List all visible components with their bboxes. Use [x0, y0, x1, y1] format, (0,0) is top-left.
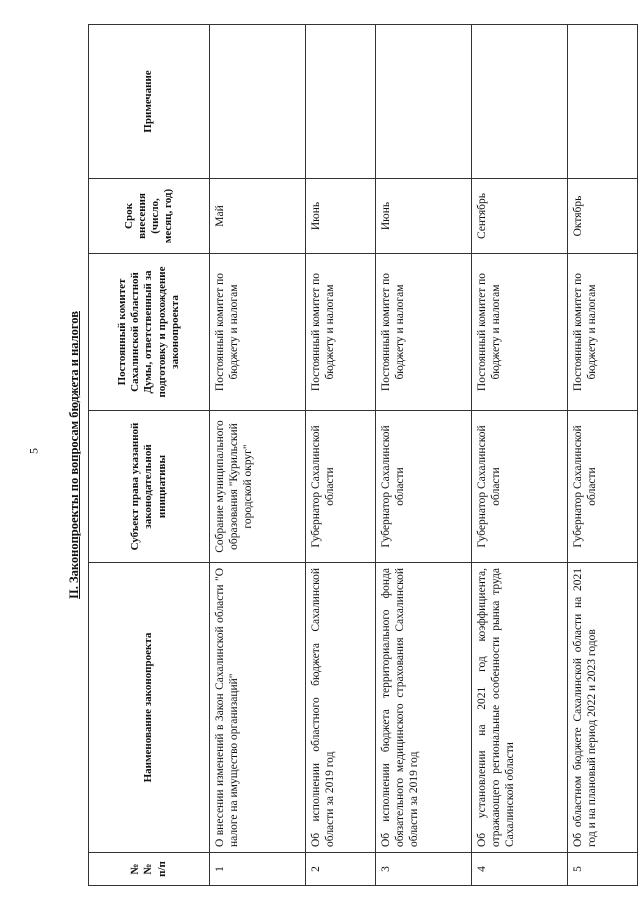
row-note — [375, 25, 471, 179]
rotated-sheet — [62, 24, 638, 886]
row-note — [306, 25, 376, 179]
table-row — [472, 25, 568, 886]
row-name: О внесении изменений в Закон Сахалинской области "О налоге на имущество организаций" — [210, 563, 306, 853]
row-deadline: Июнь — [306, 179, 376, 254]
row-num: 1 — [210, 853, 306, 886]
row-deadline: Сентябрь — [472, 179, 568, 254]
row-deadline: Октябрь — [568, 179, 638, 254]
row-committee: Постоянный комитет по бюджету и налогам — [210, 254, 306, 411]
table-row — [210, 25, 306, 886]
row-name: Об установлении на 2021 год коэффициента, отражающего региональные особенности рынка труда Сахалинской области — [472, 563, 568, 853]
page-number: 5 — [26, 448, 41, 454]
section-title: II. Законопроекты по вопросам бюджета и налогов — [67, 311, 81, 599]
row-note — [210, 25, 306, 179]
row-subject: Губернатор Сахалинской области — [568, 411, 638, 563]
row-num: 4 — [472, 853, 568, 886]
row-subject: Губернатор Сахалинской области — [375, 411, 471, 563]
row-num: 5 — [568, 853, 638, 886]
table-row — [306, 25, 376, 886]
row-committee: Постоянный комитет по бюджету и налогам — [568, 254, 638, 411]
row-subject: Губернатор Сахалинской области — [472, 411, 568, 563]
row-committee: Постоянный комитет по бюджету и налогам — [306, 254, 376, 411]
row-name: Об исполнении областного бюджета Сахалинской области за 2019 год — [306, 563, 376, 853]
row-deadline: Май — [210, 179, 306, 254]
header-num: №№ п/п — [89, 853, 210, 886]
row-note — [472, 25, 568, 179]
row-deadline: Июнь — [375, 179, 471, 254]
header-name: Наименование законопроекта — [89, 563, 210, 853]
header-subject: Субъект права указанной законодательной инициативы — [89, 411, 210, 563]
table-header-row — [89, 25, 210, 886]
header-note: Примечание — [89, 25, 210, 179]
table-row — [375, 25, 471, 886]
row-name: Об областном бюджете Сахалинской области на 2021 год и на плановый период 2022 и 2023 годов — [568, 563, 638, 853]
row-committee: Постоянный комитет по бюджету и налогам — [375, 254, 471, 411]
table-row — [568, 25, 638, 886]
row-subject: Собрание муниципального образования "Курильский городской округ" — [210, 411, 306, 563]
header-committee: Постоянный комитет Сахалинской областной Думы, ответственный за подготовку и прохождение законопроекта — [89, 254, 210, 411]
row-committee: Постоянный комитет по бюджету и налогам — [472, 254, 568, 411]
row-num: 3 — [375, 853, 471, 886]
row-name: Об исполнении бюджета территориального фонда обязательного медицинского страхования Сахалинской области за 2019 год — [375, 563, 471, 853]
header-deadline: Срок внесения (число, месяц, год) — [89, 179, 210, 254]
row-subject: Губернатор Сахалинской области — [306, 411, 376, 563]
row-note — [568, 25, 638, 179]
row-num: 2 — [306, 853, 376, 886]
bills-table — [88, 24, 638, 886]
